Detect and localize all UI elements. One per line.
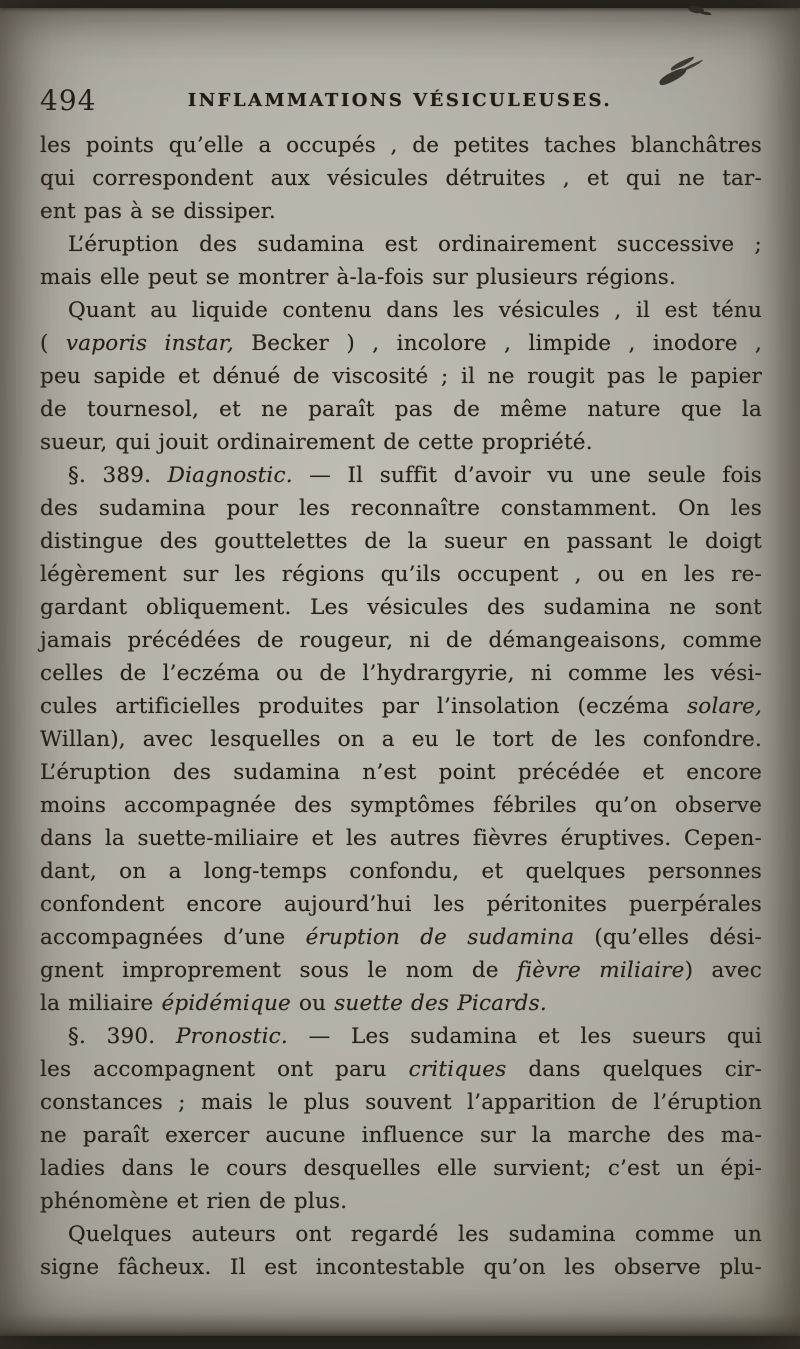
- scan-edge-bottom: [0, 1336, 800, 1349]
- body-text: Willan), avec lesquelles on a eu le tort de les confondre.: [40, 727, 762, 752]
- body-text: la miliaire: [40, 991, 162, 1016]
- text-line: [40, 591, 762, 624]
- text-line: [40, 987, 762, 1020]
- text-line: [40, 1185, 762, 1218]
- body-text: signe fâcheux. Il est incontestable qu’on les observe plu-: [40, 1255, 762, 1280]
- body-text: L’éruption des sudamina n’est point précédée et encore: [40, 760, 762, 785]
- text-line: [40, 855, 762, 888]
- body-text: des sudamina pour les reconnaître constamment. On les: [40, 496, 762, 521]
- text-line: [40, 294, 762, 327]
- text-line: [40, 426, 762, 459]
- body-text: ) avec: [684, 958, 762, 983]
- italic-text: critiques: [408, 1057, 507, 1082]
- body-text: gardant obliquement. Les vésicules des sudamina ne sont: [40, 595, 762, 620]
- text-line: [40, 723, 762, 756]
- text-line: [40, 954, 762, 987]
- body-text: Quant au liquide contenu dans les vésicules , il est ténu: [68, 298, 762, 323]
- italic-text: éruption de sudamina: [305, 925, 575, 950]
- body-text: §. 389.: [68, 463, 168, 488]
- italic-text: Diagnostic.: [167, 463, 293, 488]
- running-title: INFLAMMATIONS VÉSICULEUSES.: [187, 90, 613, 111]
- body-text: celles de l’eczéma ou de l’hydrargyrie, ni comme les vési-: [40, 661, 762, 686]
- text-line: [40, 261, 762, 294]
- scan-shade-bottom: [0, 1314, 800, 1336]
- body-text: accompagnées d’une: [40, 925, 306, 950]
- body-text: peu sapide et dénué de viscosité ; il ne rougit pas le papier: [40, 364, 762, 389]
- italic-text: vaporis instar,: [65, 331, 234, 356]
- text-line: [40, 1086, 762, 1119]
- italic-text: Pronostic.: [176, 1024, 288, 1049]
- text-line: [40, 525, 762, 558]
- body-text: ladies dans le cours desquelles elle survient; c’est un épi-: [40, 1156, 762, 1181]
- body-text: légèrement sur les régions qu’ils occupent , ou en les re-: [40, 562, 762, 587]
- italic-text: solare,: [687, 694, 762, 719]
- body-text: (: [40, 331, 66, 356]
- text-line: [40, 393, 762, 426]
- body-text: les accompagnent ont paru: [40, 1057, 409, 1082]
- page-number: 494: [40, 84, 97, 117]
- body-text: dans quelques cir-: [506, 1057, 762, 1082]
- body-text: les points qu’elle a occupés , de petites taches blanchâtres: [40, 133, 762, 158]
- text-line: [40, 129, 762, 162]
- text-line: [40, 1119, 762, 1152]
- body-text: constances ; mais le plus souvent l’apparition de l’éruption: [40, 1090, 762, 1115]
- italic-text: fièvre miliaire: [517, 958, 685, 983]
- text-line: [40, 195, 762, 228]
- body-text: de tournesol, et ne paraît pas de même nature que la: [40, 397, 762, 422]
- text-line: [40, 690, 762, 723]
- body-text: mais elle peut se montrer à-la-fois sur plusieurs régions.: [40, 265, 677, 290]
- text-line: [40, 1152, 762, 1185]
- body-text: confondent encore aujourd’hui les péritonites puerpérales: [40, 892, 762, 917]
- text-line: [40, 756, 762, 789]
- body-text: — Les sudamina et les sueurs qui: [287, 1024, 763, 1049]
- italic-text: suette des Picards.: [334, 991, 547, 1016]
- body-text: cules artificielles produites par l’insolation (eczéma: [40, 694, 688, 719]
- text-line: [40, 459, 762, 492]
- text-line: [40, 921, 762, 954]
- text-line: [40, 228, 762, 261]
- text-line: [40, 162, 762, 195]
- body-text: phénomène et rien de plus.: [40, 1189, 348, 1214]
- text-line: [40, 558, 762, 591]
- text-line: [40, 327, 762, 360]
- body-text: jamais précédées de rougeur, ni de démangeaisons, comme: [40, 628, 762, 653]
- scan-edge-top: [0, 0, 800, 8]
- body-text: moins accompagnée des symptômes fébriles qu’on observe: [40, 793, 762, 818]
- body-text: dans la suette-miliaire et les autres fièvres éruptives. Cepen-: [40, 826, 762, 851]
- text-line: [40, 1020, 762, 1053]
- body-text: distingue des gouttelettes de la sueur en passant le doigt: [40, 529, 762, 554]
- body-text: Becker ) , incolore , limpide , inodore ,: [233, 331, 762, 356]
- text-line: [40, 1218, 762, 1251]
- text-block: [40, 129, 762, 1284]
- text-line: [40, 1053, 762, 1086]
- body-text: ou: [290, 991, 335, 1016]
- text-line: [40, 492, 762, 525]
- italic-text: épidémique: [161, 991, 291, 1016]
- text-line: [40, 789, 762, 822]
- text-line: [40, 1251, 762, 1284]
- body-text: — Il suffit d’avoir vu une seule fois: [292, 463, 762, 488]
- body-text: Quelques auteurs ont regardé les sudamina comme un: [68, 1222, 762, 1247]
- text-line: [40, 822, 762, 855]
- body-text: (qu’elles dési-: [574, 925, 762, 950]
- body-text: ent pas à se dissiper.: [40, 199, 276, 224]
- body-text: ne paraît exercer aucune influence sur la marche des ma-: [40, 1123, 762, 1148]
- page-header: [0, 82, 800, 122]
- text-line: [40, 360, 762, 393]
- body-text: L’éruption des sudamina est ordinairement successive ;: [68, 232, 762, 257]
- body-text: gnent improprement sous le nom de: [40, 958, 518, 983]
- body-text: qui correspondent aux vésicules détruites , et qui ne tar-: [40, 166, 762, 191]
- text-line: [40, 888, 762, 921]
- body-text: dant, on a long-temps confondu, et quelques personnes: [40, 859, 762, 884]
- body-text: §. 390.: [68, 1024, 177, 1049]
- text-line: [40, 624, 762, 657]
- body-text: sueur, qui jouit ordinairement de cette propriété.: [40, 430, 593, 455]
- text-line: [40, 657, 762, 690]
